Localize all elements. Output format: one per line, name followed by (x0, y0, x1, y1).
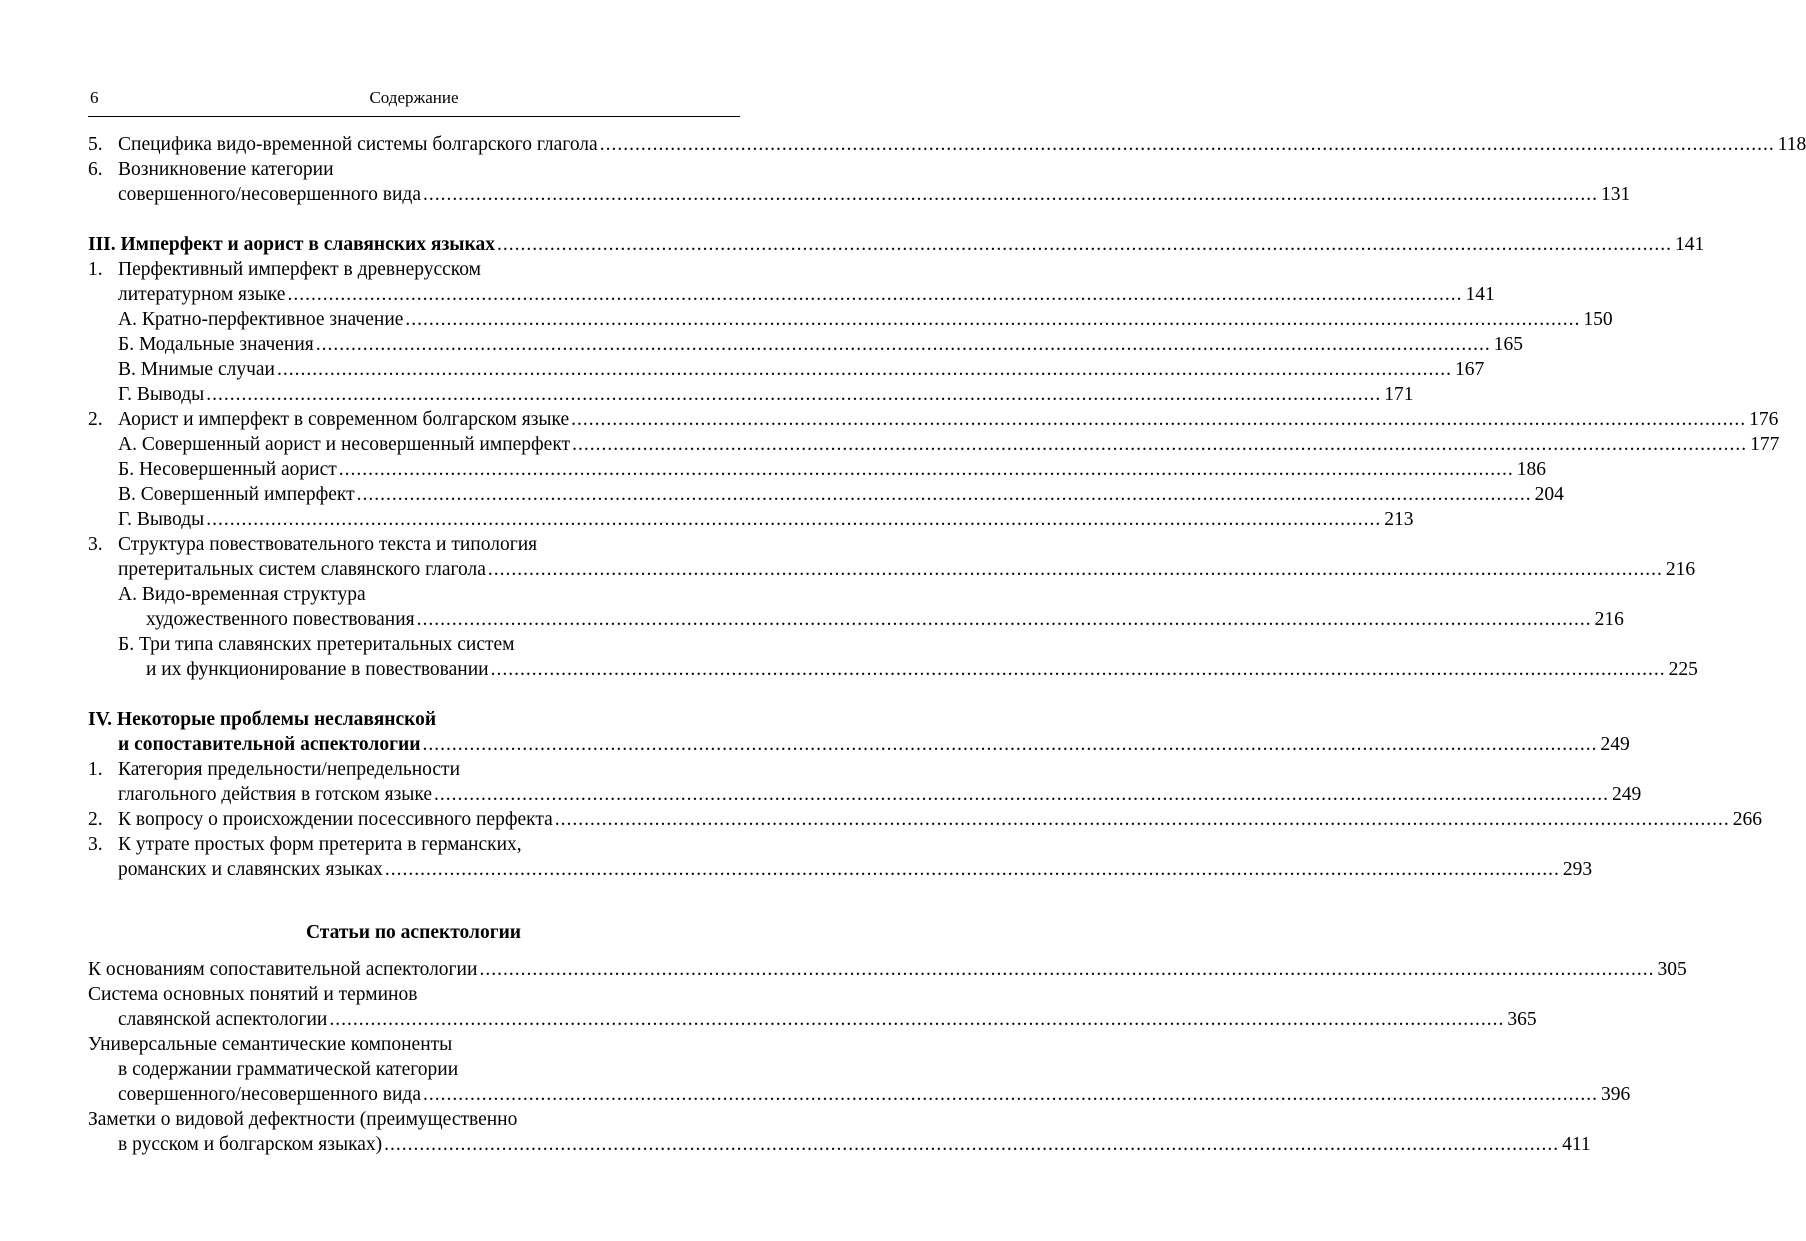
entry-title: Категория предельности/непредельности (118, 759, 461, 780)
entry-page-number: 118 (1777, 134, 1806, 155)
entry-title: художественного повествования (146, 609, 415, 630)
entry-title: Структура повествовательного текста и типология (118, 534, 538, 555)
dot-leader: ........................................................................................................................................................................................................ (276, 359, 1452, 380)
toc-entry (0, 282, 1495, 307)
toc-entry (0, 657, 1698, 682)
entry-title: А. Видо-временная структура (118, 584, 366, 605)
dot-leader: ........................................................................................................................................................................................................ (338, 459, 1514, 480)
entry-title: К утрате простых форм претерита в германских, (118, 834, 522, 855)
entry-title: и их функционирование в повествовании (146, 659, 489, 680)
toc-entry (0, 507, 1414, 532)
entry-title: Специфика видо-временной системы болгарского глагола (118, 134, 598, 155)
toc-entry (0, 1057, 827, 1082)
entry-number: 3. (88, 834, 103, 855)
entry-title: литературном языке (118, 284, 286, 305)
dot-leader: ........................................................................................................................................................................................................ (571, 409, 1747, 430)
toc-entry (0, 857, 1593, 882)
toc-entry (0, 582, 827, 607)
dot-leader: ........................................................................................................................................................................................................ (416, 609, 1592, 630)
toc-entry (0, 357, 1485, 382)
entry-page-number: 365 (1507, 1009, 1537, 1030)
dot-leader: ........................................................................................................................................................................................................ (490, 659, 1666, 680)
dot-leader: ........................................................................................................................................................................................................ (422, 734, 1598, 755)
toc-entry (0, 707, 827, 732)
entry-title: Система основных понятий и терминов (88, 984, 418, 1005)
entry-page-number: 165 (1493, 334, 1523, 355)
entry-title: А. Кратно-перфективное значение (118, 309, 404, 330)
entry-number: 6. (88, 159, 103, 180)
entry-title: Г. Выводы (118, 384, 205, 405)
dot-leader: ........................................................................................................................................................................................................ (315, 334, 1491, 355)
entry-page-number: 249 (1600, 734, 1630, 755)
entry-page-number: 305 (1657, 959, 1687, 980)
dot-leader: ........................................................................................................................................................................................................ (384, 1134, 1560, 1155)
dot-leader: ........................................................................................................................................................................................................ (479, 959, 1655, 980)
entry-page-number: 171 (1384, 384, 1414, 405)
toc-entry (0, 457, 1547, 482)
entry-page-number: 141 (1465, 284, 1495, 305)
toc-entry (0, 757, 827, 782)
entry-page-number: 266 (1732, 809, 1763, 830)
toc-entry (0, 257, 827, 282)
entry-title: К основаниям сопоставительной аспектологии (88, 959, 478, 980)
dot-leader: ........................................................................................................................................................................................................ (423, 1084, 1599, 1105)
entry-title: В. Мнимые случаи (118, 359, 275, 380)
dot-leader: ........................................................................................................................................................................................................ (496, 234, 1672, 255)
running-title: Содержание (369, 88, 459, 107)
entry-title: А. Совершенный аорист и несовершенный имперфект (118, 434, 571, 455)
entry-title: и сопоставительной аспектологии (118, 734, 421, 755)
entry-page-number: 167 (1454, 359, 1485, 380)
dot-leader: ........................................................................................................................................................................................................ (572, 434, 1748, 455)
entry-title: Универсальные семантические компоненты (88, 1034, 453, 1055)
toc-entry (0, 1107, 827, 1132)
toc-entry (0, 607, 1624, 632)
entry-title: Б. Три типа славянских претеритальных систем (118, 634, 515, 655)
entry-title: Аорист и имперфект в современном болгарском языке (118, 409, 570, 430)
entry-title: Заметки о видовой дефектности (преимущественно (88, 1109, 518, 1130)
entry-title: в содержании грамматической категории (118, 1059, 459, 1080)
entry-number: 3. (88, 534, 103, 555)
entry-title: Б. Модальные значения (118, 334, 314, 355)
toc-entry (0, 957, 1687, 982)
entry-title: Перфективный имперфект в древнерусском (118, 259, 481, 280)
toc-entry (0, 1082, 1631, 1107)
dot-leader: ........................................................................................................................................................................................................ (384, 859, 1560, 880)
entry-title: в русском и болгарском языках) (118, 1134, 383, 1155)
dot-leader: ........................................................................................................................................................................................................ (206, 384, 1382, 405)
entry-number: 1. (88, 259, 103, 280)
entry-title: славянской аспектологии (118, 1009, 328, 1030)
entry-page-number: 225 (1668, 659, 1698, 680)
dot-leader: ........................................................................................................................................................................................................ (329, 1009, 1505, 1030)
toc-entry (0, 1032, 827, 1057)
dot-leader: ........................................................................................................................................................................................................ (423, 184, 1599, 205)
entry-page-number: 213 (1384, 509, 1414, 530)
toc-entry (0, 557, 1696, 582)
running-header (88, 84, 740, 114)
toc-entry (0, 532, 827, 557)
entry-title: Б. Несовершенный аорист (118, 459, 337, 480)
entry-page-number: 204 (1534, 484, 1564, 505)
entry-title: романских и славянских языках (118, 859, 383, 880)
toc-entry (0, 982, 827, 1007)
entry-page-number: 141 (1674, 234, 1705, 255)
toc-entry (0, 832, 827, 857)
dot-leader: ........................................................................................................................................................................................................ (554, 809, 1730, 830)
toc-entry (0, 632, 827, 657)
entry-number: 2. (88, 409, 103, 430)
entry-title: К вопросу о происхождении посессивного перфекта (118, 809, 553, 830)
entry-title: претеритальных систем славянского глагола (118, 559, 486, 580)
entry-title: глагольного действия в готском языке (118, 784, 433, 805)
toc-entry (0, 807, 1763, 832)
toc-entry (0, 232, 1705, 257)
entry-title: III. Имперфект и аорист в славянских языках (88, 234, 495, 255)
dot-leader: ........................................................................................................................................................................................................ (434, 784, 1610, 805)
toc-entry (0, 732, 1630, 757)
entry-title: Возникновение категории (118, 159, 334, 180)
entry-page-number: 249 (1612, 784, 1642, 805)
entry-page-number: 293 (1562, 859, 1593, 880)
entry-title: IV. Некоторые проблемы неславянской (88, 709, 437, 730)
entry-page-number: 186 (1516, 459, 1547, 480)
entry-page-number: 411 (1562, 1134, 1591, 1155)
entry-number: 2. (88, 809, 103, 830)
dot-leader: ........................................................................................................................................................................................................ (356, 484, 1532, 505)
dot-leader: ........................................................................................................................................................................................................ (405, 309, 1581, 330)
toc-entry (0, 432, 1780, 457)
entry-number: 1. (88, 759, 103, 780)
section-heading: Статьи по аспектологии (305, 922, 522, 943)
page-number: 6 (90, 88, 99, 107)
toc-entry (0, 182, 1631, 207)
entry-title: совершенного/несовершенного вида (118, 184, 422, 205)
toc-entry (0, 382, 1414, 407)
entry-page-number: 177 (1750, 434, 1780, 455)
entry-page-number: 216 (1594, 609, 1624, 630)
entry-title: В. Совершенный имперфект (118, 484, 355, 505)
entry-page-number: 396 (1601, 1084, 1631, 1105)
dot-leader: ........................................................................................................................................................................................................ (487, 559, 1663, 580)
dot-leader: ........................................................................................................................................................................................................ (287, 284, 1463, 305)
toc-entry (0, 407, 1779, 432)
entry-title: совершенного/несовершенного вида (118, 1084, 422, 1105)
entry-number: 5. (88, 134, 103, 155)
header-rule (88, 116, 740, 117)
entry-page-number: 176 (1749, 409, 1779, 430)
entry-page-number: 216 (1665, 559, 1696, 580)
toc-entry (0, 482, 1564, 507)
entry-page-number: 150 (1583, 309, 1613, 330)
toc-entry (0, 1007, 1537, 1032)
toc-entry (0, 332, 1523, 357)
entry-page-number: 131 (1601, 184, 1631, 205)
toc-entry (0, 782, 1642, 807)
entry-title: Г. Выводы (118, 509, 205, 530)
toc-entry (0, 1132, 1591, 1157)
toc-entry (0, 132, 1806, 157)
toc-entry (0, 157, 827, 182)
toc-entry (0, 307, 1613, 332)
dot-leader: ........................................................................................................................................................................................................ (599, 134, 1775, 155)
dot-leader: ........................................................................................................................................................................................................ (206, 509, 1382, 530)
